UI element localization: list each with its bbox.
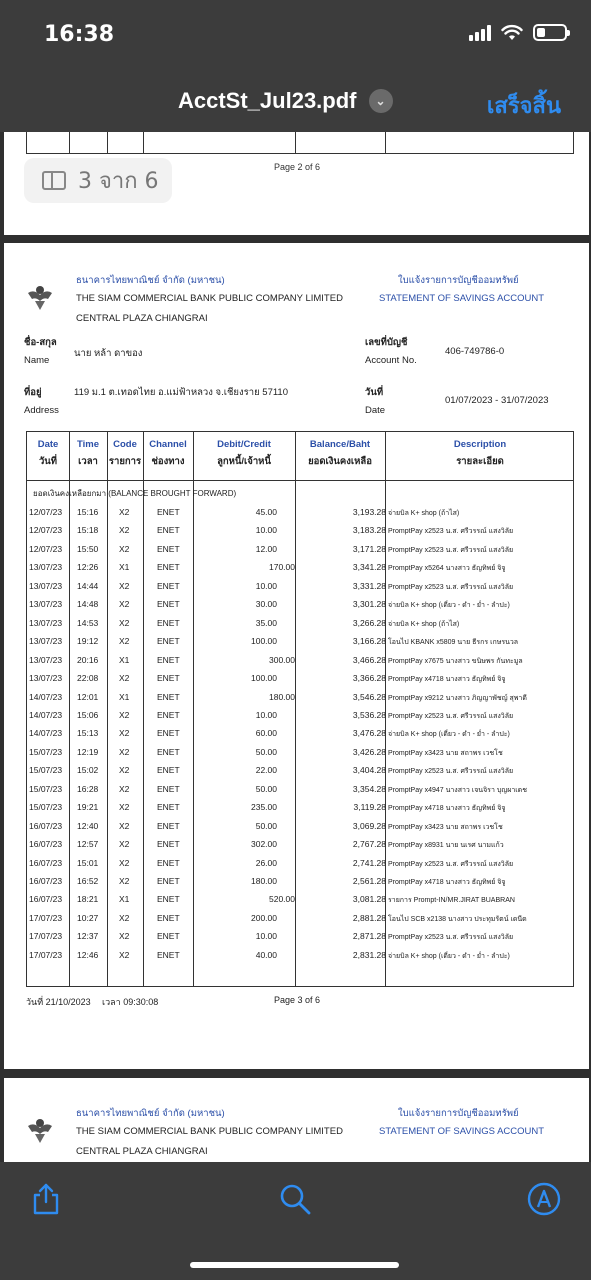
date-label: Date <box>365 405 386 416</box>
garuda-emblem-icon <box>26 1116 54 1144</box>
row-channel: ENET <box>157 765 180 776</box>
account-label-thai: เลขที่บัญชี <box>365 337 408 348</box>
cellular-signal-icon <box>469 25 491 41</box>
row-code: X2 <box>119 580 130 591</box>
pdf-page-3 <box>4 243 589 1069</box>
row-channel: ENET <box>157 894 180 905</box>
row-date: 16/07/23 <box>29 894 63 905</box>
row-channel: ENET <box>157 857 180 868</box>
row-time: 22:08 <box>77 673 99 684</box>
row-debit: 12.00 <box>255 543 277 554</box>
row-time: 12:01 <box>77 691 99 702</box>
search-icon[interactable] <box>278 1182 312 1216</box>
row-description: PromptPay x2523 น.ส. ศรีวรรณ์ แสงวิลัย <box>388 528 514 536</box>
account-label: Account No. <box>365 355 417 366</box>
table-row <box>27 725 575 744</box>
row-code: X2 <box>119 949 130 960</box>
row-description: PromptPay x7675 นางสาว ขนิษพร กันทะมูล <box>388 657 523 665</box>
row-channel: ENET <box>157 599 180 610</box>
print-date: วันที่ 21/10/2023 <box>26 997 91 1007</box>
table-row <box>27 855 575 874</box>
row-channel: ENET <box>157 507 180 517</box>
row-description: PromptPay x2523 น.ส. ศรีวรรณ์ แสงวิลัย <box>388 860 514 868</box>
row-debit: 235.00 <box>251 802 277 813</box>
table-row <box>27 504 575 523</box>
print-time: เวลา 09:30:08 <box>102 997 159 1007</box>
sidebar-icon <box>42 171 66 190</box>
row-time: 15:13 <box>77 728 99 739</box>
home-indicator[interactable] <box>190 1262 399 1268</box>
battery-icon <box>533 24 567 41</box>
row-date: 17/07/23 <box>29 912 63 923</box>
row-balance: 3,266.28 <box>352 617 386 628</box>
row-channel: ENET <box>157 709 180 720</box>
row-code: X2 <box>119 783 130 794</box>
row-balance: 3,341.28 <box>352 562 386 573</box>
row-code: X2 <box>119 876 130 886</box>
row-code: X1 <box>119 894 130 905</box>
row-balance: 3,466.28 <box>352 654 386 665</box>
table-row <box>27 928 575 947</box>
row-description: จ่ายบิล K+ shop (ถ้าไส) <box>388 510 460 517</box>
column-header-channel: Channel ช่องทาง <box>149 439 187 467</box>
row-debit: 200.00 <box>251 912 277 923</box>
row-date: 12/07/23 <box>29 507 63 517</box>
row-description: จ่ายบิล K+ shop (ถ้าไส) <box>388 620 460 628</box>
navigation-bar <box>0 72 591 132</box>
row-code: X2 <box>119 507 130 517</box>
row-code: X1 <box>119 654 130 665</box>
row-date: 14/07/23 <box>29 728 63 739</box>
row-time: 12:40 <box>77 820 99 831</box>
date-label-thai: วันที่ <box>365 387 384 398</box>
page-number: Page 2 of 6 <box>274 162 321 172</box>
row-balance: 3,536.28 <box>352 709 386 720</box>
row-code: X2 <box>119 709 130 720</box>
row-time: 15:50 <box>77 543 99 554</box>
table-row <box>27 670 575 689</box>
row-date: 14/07/23 <box>29 691 63 702</box>
row-time: 15:01 <box>77 857 99 868</box>
row-time: 12:26 <box>77 562 99 573</box>
table-fragment <box>26 132 574 154</box>
row-balance: 3,193.28 <box>352 507 386 517</box>
share-icon[interactable] <box>29 1182 63 1216</box>
row-description: PromptPay x9212 นางสาว ภิญญาพัชญ์ สุพาดี <box>388 694 527 702</box>
column-header-description: Description รายละเอียด <box>453 439 507 467</box>
row-code: X2 <box>119 912 130 923</box>
row-debit: 26.00 <box>255 857 277 868</box>
row-debit: 60.00 <box>255 728 277 739</box>
bank-name-english: THE SIAM COMMERCIAL BANK PUBLIC COMPANY LIMITED <box>76 293 343 304</box>
table-row <box>27 762 575 781</box>
pdf-viewer[interactable] <box>0 132 591 1162</box>
row-balance: 3,119.28 <box>353 802 386 813</box>
column-header-code: Code รายการ <box>108 439 142 467</box>
row-channel: ENET <box>157 802 180 813</box>
row-time: 15:02 <box>77 765 99 776</box>
row-code: X2 <box>119 765 130 776</box>
row-channel: ENET <box>157 820 180 831</box>
row-date: 17/07/23 <box>29 931 63 942</box>
row-date: 13/07/23 <box>29 654 63 665</box>
row-date: 16/07/23 <box>29 820 63 831</box>
row-date: 13/07/23 <box>29 580 63 591</box>
row-debit: 50.00 <box>255 820 277 831</box>
done-button[interactable]: เสร็จสิ้น <box>486 94 561 119</box>
account-holder-name: นาย หล้า ดาของ <box>74 348 143 359</box>
garuda-emblem-icon <box>26 283 54 311</box>
bank-header <box>24 273 564 323</box>
row-description: จ่ายบิล K+ shop (เดี่ยว - ดำ - ย่ำ - ลำปะ) <box>388 602 510 610</box>
row-channel: ENET <box>157 636 180 647</box>
row-debit: 100.00 <box>251 636 277 647</box>
row-time: 14:44 <box>77 580 99 591</box>
name-label: Name <box>24 355 50 366</box>
row-time: 19:21 <box>77 802 99 813</box>
row-channel: ENET <box>157 876 180 886</box>
row-date: 16/07/23 <box>29 857 63 868</box>
balance-brought-forward: ยอดเงินคงเหลือยกมา (BALANCE BROUGHT FORWARD) <box>33 489 237 498</box>
branch-name: CENTRAL PLAZA CHIANGRAI <box>76 1146 208 1157</box>
row-description: PromptPay x4718 นางสาว ธัญทิพย์ จิจู <box>388 676 506 684</box>
row-description: PromptPay x4947 นางสาว เจนจิรา บุญผาเดช <box>388 786 527 794</box>
row-date: 15/07/23 <box>29 802 63 813</box>
address-value: 119 ม.1 ต.เทอดไทย อ.แม่ฟ้าหลวง จ.เชียงราย 57110 <box>74 387 288 398</box>
row-debit: 22.00 <box>255 765 277 776</box>
row-balance: 2,871.28 <box>352 931 386 942</box>
row-balance: 2,741.28 <box>352 857 386 868</box>
row-debit: 10.00 <box>255 931 277 942</box>
row-balance: 3,366.28 <box>352 673 386 684</box>
table-row <box>27 652 575 671</box>
row-code: X2 <box>119 728 130 739</box>
bank-name-thai: ธนาคารไทยพาณิชย์ จำกัด (มหาชน) <box>76 1108 225 1119</box>
column-header-date: Date วันที่ <box>37 439 59 467</box>
bank-name-english: THE SIAM COMMERCIAL BANK PUBLIC COMPANY LIMITED <box>76 1126 343 1137</box>
row-channel: ENET <box>157 525 180 536</box>
row-debit: 10.00 <box>255 709 277 720</box>
row-debit: 50.00 <box>255 783 277 794</box>
row-channel: ENET <box>157 783 180 794</box>
row-time: 19:12 <box>77 636 99 647</box>
row-debit: 50.00 <box>255 746 277 757</box>
row-code: X2 <box>119 839 130 850</box>
document-title-thai: ใบแจ้งรายการบัญชีออมทรัพย์ <box>398 1108 519 1119</box>
row-date: 13/07/23 <box>29 636 63 647</box>
row-balance: 3,426.28 <box>352 746 386 757</box>
row-balance: 2,767.28 <box>352 839 386 850</box>
row-description: PromptPay x4718 นางสาว ธัญทิพย์ จิจู <box>388 879 506 886</box>
row-code: X2 <box>119 673 130 684</box>
document-title-thai: ใบแจ้งรายการบัญชีออมทรัพย์ <box>398 275 519 286</box>
address-label: Address <box>24 405 59 416</box>
row-channel: ENET <box>157 580 180 591</box>
branch-name: CENTRAL PLAZA CHIANGRAI <box>76 313 208 324</box>
row-channel: ENET <box>157 562 180 573</box>
row-channel: ENET <box>157 746 180 757</box>
row-description: โอนไป KBANK x5809 นาย ธีรกร เกษรนวล <box>388 639 519 647</box>
row-balance: 3,404.28 <box>352 765 386 776</box>
row-credit: 180.00 <box>269 691 295 702</box>
row-description: PromptPay x8931 นาย นเรศ นามแก้ว <box>388 842 504 850</box>
row-description: จ่ายบิล K+ shop (เดี่ยว - ดำ - ย่ำ - ลำปะ) <box>388 952 510 960</box>
row-time: 12:57 <box>77 839 99 850</box>
row-time: 15:06 <box>77 709 99 720</box>
row-code: X2 <box>119 857 130 868</box>
table-row <box>27 910 575 929</box>
row-channel: ENET <box>157 839 180 850</box>
row-channel: ENET <box>157 654 180 665</box>
row-code: X2 <box>119 543 130 554</box>
row-date: 12/07/23 <box>29 543 63 554</box>
statement-period: 01/07/2023 - 31/07/2023 <box>445 395 549 406</box>
wifi-icon <box>501 24 523 41</box>
row-date: 13/07/23 <box>29 599 63 610</box>
row-balance: 3,166.28 <box>352 636 386 647</box>
page-indicator-label: 3 จาก 6 <box>78 169 159 194</box>
row-description: รายการ Prompt-IN/MR.JIRAT BUABRAN <box>388 897 515 905</box>
chevron-down-icon[interactable]: ⌄ <box>369 89 393 113</box>
row-code: X2 <box>119 599 130 610</box>
clock: 16:38 <box>44 22 115 47</box>
row-debit: 45.00 <box>255 507 277 517</box>
row-channel: ENET <box>157 543 180 554</box>
row-time: 15:16 <box>77 507 99 517</box>
row-date: 17/07/23 <box>29 949 63 960</box>
table-row <box>27 799 575 818</box>
row-balance: 3,476.28 <box>352 728 386 739</box>
row-debit: 100.00 <box>251 673 277 684</box>
table-row <box>27 781 575 800</box>
row-debit: 30.00 <box>255 599 277 610</box>
row-balance: 3,171.28 <box>352 543 386 554</box>
row-date: 13/07/23 <box>29 673 63 684</box>
row-date: 12/07/23 <box>29 525 63 536</box>
row-channel: ENET <box>157 728 180 739</box>
row-code: X1 <box>119 562 130 573</box>
row-description: PromptPay x3423 นาย สถาพร เวชโช <box>388 749 503 757</box>
table-row <box>27 891 575 910</box>
status-icons <box>469 24 567 41</box>
row-date: 14/07/23 <box>29 709 63 720</box>
table-row <box>27 836 575 855</box>
row-time: 16:52 <box>77 876 99 886</box>
row-time: 18:21 <box>77 894 99 905</box>
table-row <box>27 541 575 560</box>
table-row <box>27 559 575 578</box>
row-time: 10:27 <box>77 912 99 923</box>
page-number: Page 3 of 6 <box>274 995 321 1005</box>
table-row <box>27 615 575 634</box>
row-credit: 300.00 <box>269 654 295 665</box>
row-debit: 35.00 <box>255 617 277 628</box>
row-date: 13/07/23 <box>29 562 63 573</box>
row-balance: 2,561.28 <box>352 876 386 886</box>
row-description: PromptPay x2523 น.ส. ศรีวรรณ์ แสงวิลัย <box>388 546 514 554</box>
row-description: PromptPay x5264 นางสาว ธัญทิพย์ จิจู <box>388 565 506 573</box>
bank-header <box>24 1106 564 1156</box>
row-balance: 3,546.28 <box>352 691 386 702</box>
row-date: 15/07/23 <box>29 783 63 794</box>
row-balance: 3,354.28 <box>352 783 386 794</box>
row-date: 15/07/23 <box>29 765 63 776</box>
row-description: PromptPay x2523 น.ส. ศรีวรรณ์ แสงวิลัย <box>388 583 514 591</box>
column-header-debit-credit: Debit/Credit ลูกหนี้/เจ้าหนี้ <box>217 439 271 467</box>
row-description: PromptPay x4718 นางสาว ธัญทิพย์ จิจู <box>388 805 506 813</box>
row-code: X1 <box>119 691 130 702</box>
row-code: X2 <box>119 617 130 628</box>
row-balance: 3,183.28 <box>352 525 386 536</box>
row-code: X2 <box>119 931 130 942</box>
row-description: PromptPay x2523 น.ส. ศรีวรรณ์ แสงวิลัย <box>388 712 514 720</box>
row-time: 12:46 <box>77 949 99 960</box>
row-balance: 3,301.28 <box>352 599 386 610</box>
table-row <box>27 818 575 837</box>
column-header-balance: Balance/Baht ยอดเงินคงเหลือ <box>308 439 372 467</box>
row-channel: ENET <box>157 617 180 628</box>
document-title: AcctSt_Jul23.pdf <box>178 88 357 113</box>
row-time: 12:37 <box>77 931 99 942</box>
table-row <box>27 873 575 892</box>
document-title-english: STATEMENT OF SAVINGS ACCOUNT <box>379 293 545 304</box>
table-row <box>27 578 575 597</box>
row-credit: 170.00 <box>269 562 295 573</box>
table-row <box>27 744 575 763</box>
transaction-table <box>26 431 574 987</box>
document-title-english: STATEMENT OF SAVINGS ACCOUNT <box>379 1126 545 1137</box>
row-channel: ENET <box>157 673 180 684</box>
row-balance: 2,831.28 <box>352 949 386 960</box>
account-number: 406-749786-0 <box>445 346 505 357</box>
table-row <box>27 596 575 615</box>
row-time: 16:28 <box>77 783 99 794</box>
row-time: 12:19 <box>77 746 99 757</box>
row-time: 15:18 <box>77 525 99 536</box>
pdf-page-4 <box>4 1078 589 1162</box>
row-code: X2 <box>119 746 130 757</box>
address-label-thai: ที่อยู่ <box>24 387 42 398</box>
table-row <box>27 522 575 541</box>
row-balance: 3,069.28 <box>352 820 386 831</box>
row-date: 15/07/23 <box>29 746 63 757</box>
row-date: 13/07/23 <box>29 617 63 628</box>
markup-icon[interactable] <box>527 1182 561 1216</box>
row-time: 14:53 <box>77 617 99 628</box>
row-code: X2 <box>119 636 130 647</box>
row-description: PromptPay x2523 น.ส. ศรีวรรณ์ แสงวิลัย <box>388 768 514 776</box>
row-debit: 40.00 <box>255 949 277 960</box>
row-balance: 3,081.28 <box>352 894 386 905</box>
bank-name-thai: ธนาคารไทยพาณิชย์ จำกัด (มหาชน) <box>76 275 225 286</box>
row-channel: ENET <box>157 691 180 702</box>
document-title-menu[interactable] <box>178 88 393 114</box>
row-date: 16/07/23 <box>29 876 63 886</box>
row-description: จ่ายบิล K+ shop (เดี่ยว - ดำ - ย่ำ - ลำปะ) <box>388 731 510 739</box>
table-row <box>27 689 575 708</box>
row-time: 14:48 <box>77 599 99 610</box>
row-date: 16/07/23 <box>29 839 63 850</box>
row-code: X2 <box>119 802 130 813</box>
row-time: 20:16 <box>77 654 99 665</box>
row-debit: 180.00 <box>251 876 277 886</box>
row-code: X2 <box>119 820 130 831</box>
row-debit: 10.00 <box>255 580 277 591</box>
row-description: โอนไป SCB x2138 นางสาว ประทุมรัตน์ เดนีด <box>388 915 527 923</box>
status-bar <box>0 0 591 72</box>
row-credit: 520.00 <box>269 894 295 905</box>
table-row <box>27 947 575 966</box>
row-channel: ENET <box>157 912 180 923</box>
row-balance: 2,881.28 <box>352 912 386 923</box>
table-row <box>27 707 575 726</box>
row-description: PromptPay x3423 นาย สถาพร เวชโช <box>388 823 503 831</box>
column-header-time: Time เวลา <box>76 439 99 467</box>
row-debit: 302.00 <box>251 839 277 850</box>
page-indicator[interactable] <box>24 158 172 203</box>
row-channel: ENET <box>157 931 180 942</box>
name-label-thai: ชื่อ-สกุล <box>24 337 57 348</box>
row-debit: 10.00 <box>255 525 277 536</box>
row-description: PromptPay x2523 น.ส. ศรีวรรณ์ แสงวิลัย <box>388 934 514 942</box>
table-row <box>27 633 575 652</box>
row-balance: 3,331.28 <box>352 580 386 591</box>
row-channel: ENET <box>157 949 180 960</box>
row-code: X2 <box>119 525 130 536</box>
